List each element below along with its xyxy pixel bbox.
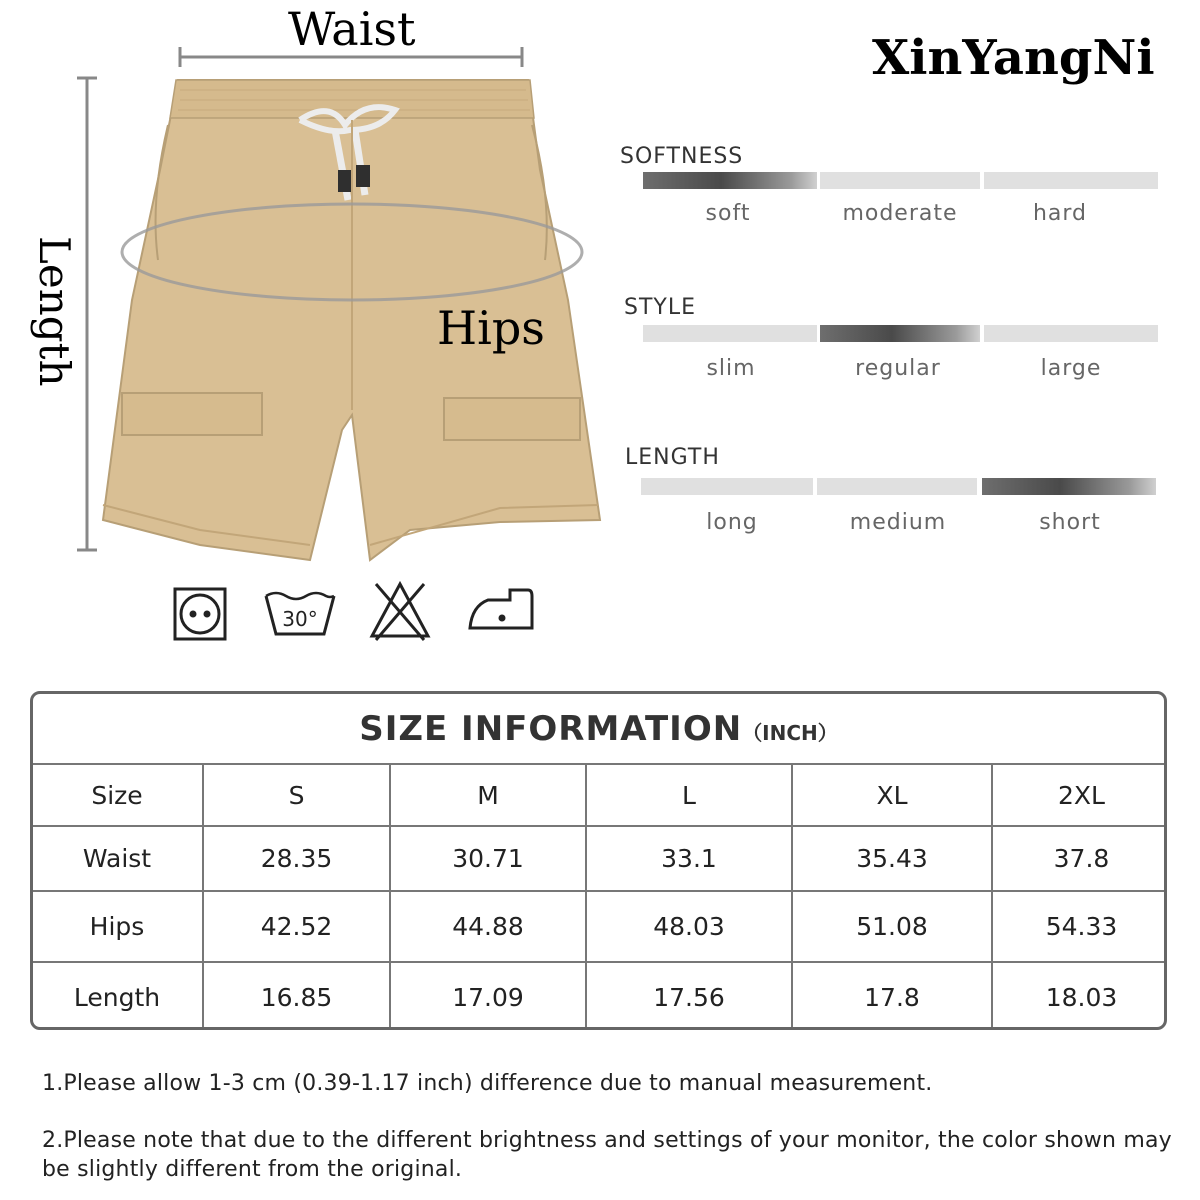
wash-temp-label: 30° — [282, 607, 318, 631]
table-cell: 33.1 — [586, 826, 792, 891]
table-cell: 17.09 — [390, 962, 586, 1030]
scale-segment — [643, 172, 817, 189]
row-label: Hips — [32, 891, 203, 962]
scale-option: soft — [705, 201, 751, 226]
scale-option: large — [1040, 356, 1102, 381]
scale-segment — [984, 172, 1158, 189]
header-cell: M — [390, 764, 586, 826]
table-cell: 17.56 — [586, 962, 792, 1030]
table-cell: 17.8 — [792, 962, 992, 1030]
table-cell: 35.43 — [792, 826, 992, 891]
scale-option: short — [1039, 510, 1101, 535]
header-cell: L — [586, 764, 792, 826]
iron-low-icon — [466, 586, 536, 634]
header-cell: XL — [792, 764, 992, 826]
rating-title: SOFTNESS — [620, 144, 744, 169]
scale-option: moderate — [842, 201, 958, 226]
scale-segment — [984, 325, 1158, 342]
header-cell: S — [203, 764, 390, 826]
table-row — [32, 826, 1167, 891]
length-label: Length — [30, 236, 79, 387]
waist-label: Waist — [288, 2, 416, 56]
scale-segment — [982, 478, 1156, 495]
size-grid — [32, 763, 1167, 1030]
rating-title: STYLE — [624, 295, 696, 320]
scale-option: hard — [1032, 201, 1088, 226]
table-row — [32, 962, 1167, 1030]
scale-option: regular — [855, 356, 941, 381]
table-cell: 28.35 — [203, 826, 390, 891]
table-row — [32, 891, 1167, 962]
header-cell: 2XL — [992, 764, 1167, 826]
scale-option: long — [706, 510, 758, 535]
scale-segment — [820, 325, 980, 342]
scale-option: slim — [706, 356, 756, 381]
no-bleach-icon — [368, 580, 432, 642]
table-cell: 37.8 — [992, 826, 1167, 891]
table-cell: 42.52 — [203, 891, 390, 962]
table-cell: 30.71 — [390, 826, 586, 891]
rating-title: LENGTH — [625, 445, 720, 470]
note-1: 1.Please allow 1-3 cm (0.39-1.17 inch) difference due to manual measurement. — [42, 1071, 933, 1096]
table-cell: 18.03 — [992, 962, 1167, 1030]
table-cell: 44.88 — [390, 891, 586, 962]
table-title-text: SIZE INFORMATION — [359, 709, 743, 749]
wash-30-icon — [262, 588, 338, 640]
table-cell: 54.33 — [992, 891, 1167, 962]
table-unit: （INCH） — [742, 721, 838, 745]
table-cell: 16.85 — [203, 962, 390, 1030]
size-information-table — [30, 691, 1167, 1030]
scale-segment — [643, 325, 817, 342]
scale-segment — [817, 478, 977, 495]
table-cell: 48.03 — [586, 891, 792, 962]
scale-segment — [820, 172, 980, 189]
tumble-dry-icon — [172, 586, 228, 642]
scale-option: medium — [849, 510, 947, 535]
table-title — [33, 694, 1164, 764]
table-header-row — [32, 764, 1167, 826]
header-cell: Size — [32, 764, 203, 826]
row-label: Waist — [32, 826, 203, 891]
note-2: 2.Please note that due to the different brightness and settings of your monitor, the color shown may be slightly different from the original. — [42, 1128, 1172, 1182]
brand-logo: XinYangNi — [872, 30, 1155, 86]
table-cell: 51.08 — [792, 891, 992, 962]
scale-segment — [641, 478, 813, 495]
row-label: Length — [32, 962, 203, 1030]
hips-label: Hips — [437, 301, 545, 355]
